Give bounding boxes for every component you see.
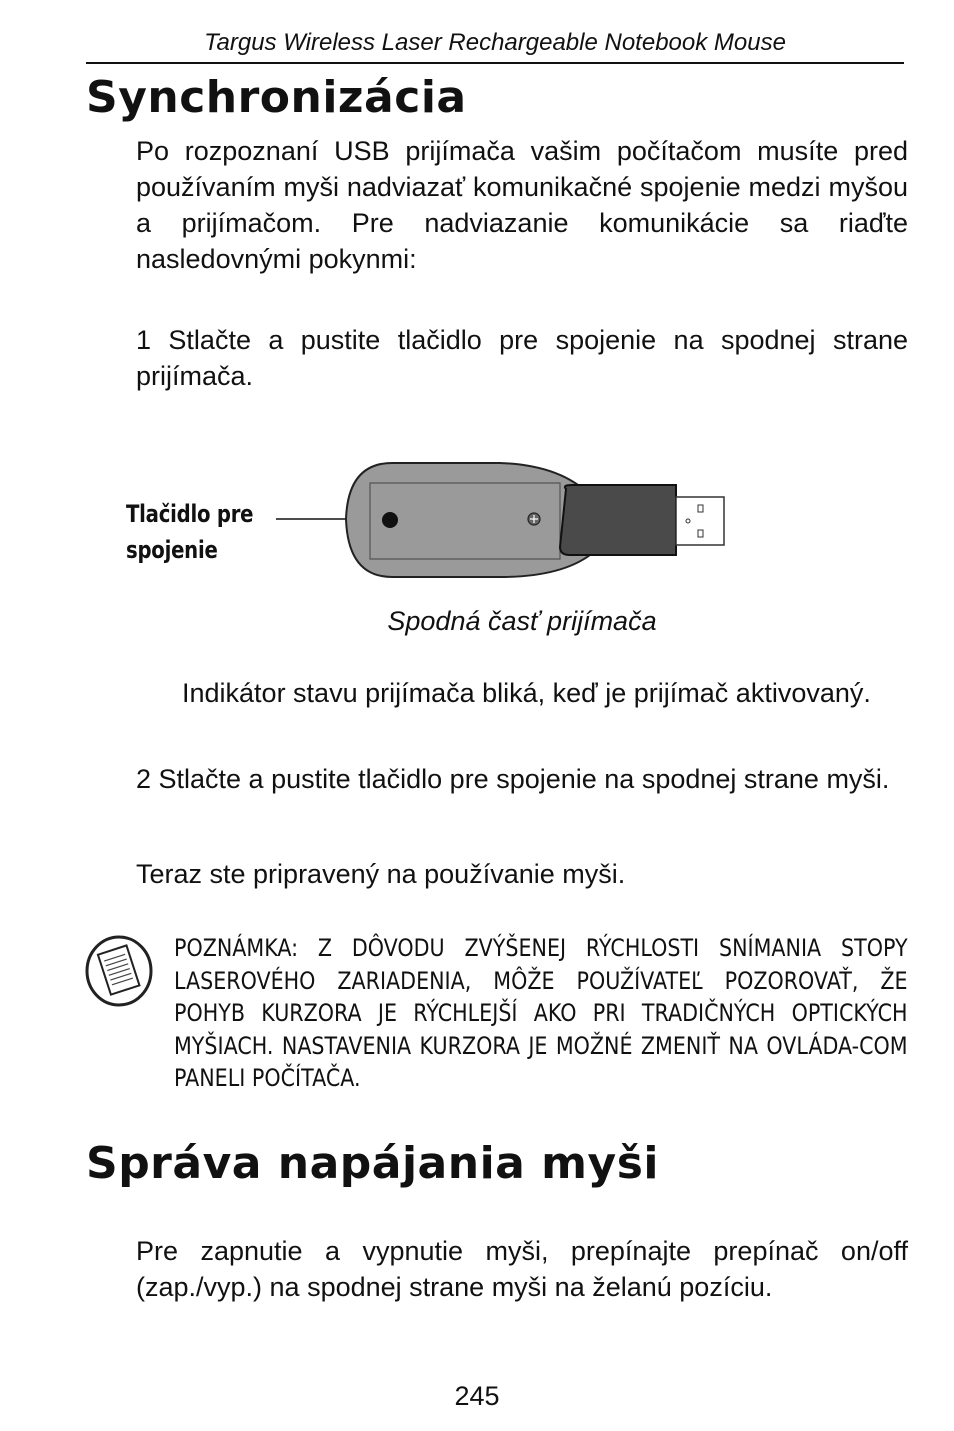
running-header: Targus Wireless Laser Rechargeable Notebook Mouse xyxy=(204,29,786,56)
page-number: 245 xyxy=(454,1381,500,1411)
callout-line-2: spojenie xyxy=(126,536,218,564)
indicator-note: Indikátor stavu prijímača bliká, keď je prijímač aktivovaný. xyxy=(182,678,871,708)
ready-text: Teraz ste pripravený na používanie myši. xyxy=(136,859,626,889)
connect-button-icon xyxy=(382,512,398,528)
section-title-power-management: Správa napájania myši xyxy=(86,1138,659,1189)
step-1: 1 Stlačte a pustite tlačidlo pre spojenie na spodnej strane prijímača. xyxy=(136,325,908,391)
step-2: 2 Stlačte a pustite tlačidlo pre spojenie na spodnej strane myši. xyxy=(136,764,890,794)
usb-receiver-illustration xyxy=(120,455,740,585)
note-pad-icon xyxy=(84,934,154,1008)
note-text: POZNÁMKA: Z DÔVODU ZVÝŠENEJ RÝCHLOSTI SNÍMANIA STOPY LASEROVÉHO ZARIADENIA, MÔŽE POUŽÍVATEĽ POZOROVAŤ, ŽE POHYB KURZORA JE RÝCHLEJŠÍ AKO PRI TRADIČNÝCH OPTICKÝCH MYŠIACH. NASTAVENIA KURZORA JE MOŽNÉ ZMENIŤ NA OVLÁDA-COM PANELI POČÍTAČA. xyxy=(174,934,908,1092)
usb-connector xyxy=(676,497,724,545)
intro-paragraph: Po rozpoznaní USB prijímača vašim počítačom musíte pred používaním myši nadviazať komunikačné spojenie medzi myšou a prijímačom. Pre nadviazanie komunikácie sa riaďte nasledovnými pokynmi: xyxy=(136,136,908,274)
power-paragraph: Pre zapnutie a vypnutie myši, prepínajte prepínač on/off (zap./vyp.) na spodnej strane myši na želanú pozíciu. xyxy=(136,1236,908,1302)
receiver-cap xyxy=(560,485,676,555)
section-title-synchronization: Synchronizácia xyxy=(86,72,467,123)
callout-line-1: Tlačidlo pre xyxy=(126,500,254,528)
header-rule xyxy=(86,62,904,64)
figure-caption: Spodná časť prijímača xyxy=(387,606,657,636)
